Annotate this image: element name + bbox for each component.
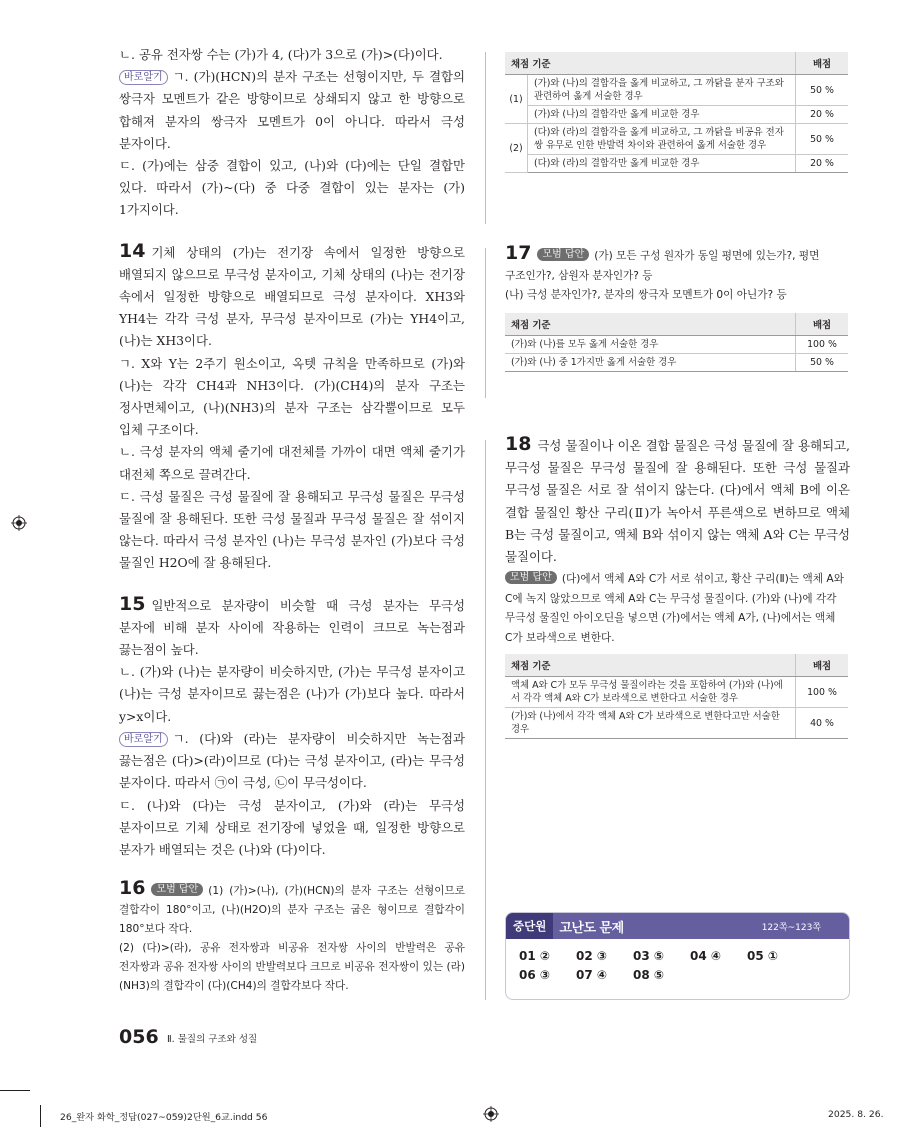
table-row: (가)와 (나) 중 1가지만 옳게 서술한 경우 50 % <box>505 354 848 372</box>
q14-line-a: ㄱ. X와 Y는 2주기 원소이고, 옥텟 규칙을 만족하므로 (가)와 (나)는 각각 CH4과 NH3이다. (가)(CH4)의 분자 구조는 정사면체이고, (나)(NH3)의 분자 구조는 삼각뿔이므로 모두 입체 구조이다. <box>119 355 465 438</box>
model-answer-label: 모범 답안 <box>151 883 203 896</box>
q14-intro: 14 기체 상태의 (가)는 전기장 속에서 일정한 방향으로 배열되지 않으므로 무극성 분자이고, 기체 상태의 (나)는 전기장 속에서 일정한 방향으로 배열되므로 극성 분자이다. XH3와 YH4는 각각 극성 분자, 무극성 분자이므로 (가)는 YH4이고, (나)는 XH3이다. <box>119 239 465 349</box>
table-row: (1) (가)와 (나)의 결합각을 옳게 비교하고, 그 까닭을 분자 구조와 관련하여 옳게 서술한 경우 50 % <box>505 75 848 106</box>
answer-item: 04 ④ <box>690 949 722 963</box>
answer-item: 06 ③ <box>519 968 551 982</box>
answer-key-tab: 중단원 <box>506 913 553 939</box>
q15-line-b: ㄴ. (가)와 (나)는 분자량이 비슷하지만, (가)는 무극성 분자이고 (나)는 극성 분자이므로 끓는점은 (나)가 (가)보다 높다. 따라서 y>x이다. <box>119 664 465 724</box>
answer-key-title: 고난도 문제 <box>559 920 624 936</box>
model-answer-label: 모범 답안 <box>505 571 557 584</box>
answer-key-pages: 122쪽~123쪽 <box>761 922 821 933</box>
column-divider <box>485 440 486 1000</box>
answer-item: 07 ④ <box>576 968 608 982</box>
q15-number: 15 <box>119 592 146 615</box>
criteria-header: 채점 기준 <box>505 52 796 75</box>
q14-line-b: ㄴ. 극성 분자의 액체 줄기에 대전체를 가까이 대면 액체 줄기가 대전체 쪽으로 끌려간다. <box>119 444 465 482</box>
print-file-info: 26_완자 화학_정답(027~059)2단원_6교.indd 56 <box>60 1112 268 1123</box>
crop-mark <box>0 1090 30 1091</box>
answer-item: 05 ① <box>747 949 779 963</box>
column-divider <box>485 248 486 398</box>
grading-table-18 <box>505 654 848 739</box>
table-row: (다)와 (라)의 결합각만 옳게 비교한 경우 20 % <box>505 155 848 173</box>
crop-mark <box>40 1105 41 1127</box>
answer-item: 01 ② <box>519 949 551 963</box>
model-answer-label: 모범 답안 <box>537 248 589 261</box>
q16-number: 16 <box>119 877 146 900</box>
print-date: 2025. 8. 26. <box>828 1109 884 1120</box>
registration-mark-icon <box>483 1106 499 1122</box>
criteria-header: 채점 기준 <box>505 654 796 677</box>
q13-line-a: 바로알기 ㄱ. (가)(HCN)의 분자 구조는 선형이지만, 두 결합의 쌍극자 모멘트가 같은 방향이므로 상쇄되지 않고 한 방향으로 합해져 분자의 쌍극자 모멘트가 0이 아니다. 따라서 극성 분자이다. <box>119 69 465 151</box>
q16-part2: (2) (다)>(라), 공유 전자쌍과 비공유 전자쌍 사이의 반발력은 공유 전자쌍과 공유 전자쌍 사이의 반발력보다 크므로 비공유 전자쌍이 있는 (라)(NH3)의 결합각이 (다)(CH4)의 결합각보다 작다. <box>119 942 465 993</box>
page-number: 056 <box>119 1026 159 1048</box>
answer-key-header <box>506 913 849 939</box>
table-row: (가)와 (나)의 결합각만 옳게 비교한 경우 20 % <box>505 106 848 124</box>
q15-intro: 15 일반적으로 분자량이 비슷할 때 극성 분자는 무극성 분자에 비해 분자 사이에 작용하는 인력이 크므로 녹는점과 끓는점이 높다. <box>119 592 465 658</box>
table-row: (가)와 (나)에서 각각 액체 A와 C가 보라색으로 변한다고만 서술한 경우 40 % <box>505 708 848 739</box>
q13-line-b: ㄴ. 공유 전자쌍 수는 (가)가 4, (다)가 3으로 (가)>(다)이다. <box>119 47 443 62</box>
q16-part1: 16 모범 답안 (1) (가)>(나), (가)(HCN)의 분자 구조는 선형이므로 결합각이 180°이고, (나)(H2O)의 분자 구조는 굽은 형이므로 결합각이 180°보다 작다. <box>119 877 465 936</box>
answer-key-box <box>505 912 850 1000</box>
score-header: 배점 <box>796 654 849 677</box>
q14-number: 14 <box>119 239 146 262</box>
table-row: (가)와 (나)를 모두 옳게 서술한 경우 100 % <box>505 336 848 354</box>
q17-block: 17 모범 답안 (가) 모든 구성 원자가 동일 평면에 있는가?, 평면 구조인가?, 삼원자 분자인가? 등 (나) 극성 분자인가?, 분자의 쌍극자 모멘트가 0이 아닌가? 등 <box>505 242 820 301</box>
column-divider <box>485 52 486 224</box>
q18-number: 18 <box>505 433 532 455</box>
grading-table-17 <box>505 313 848 372</box>
score-header: 배점 <box>796 313 849 336</box>
q15-line-a: 바로알기 ㄱ. (다)와 (라)는 분자량이 비슷하지만 녹는점과 끓는점은 (다)>(라)이므로 (다)는 극성 분자이고, (라)는 무극성 분자이다. 따라서 ㉠이 극성, ㉡이 무극성이다. <box>119 730 465 791</box>
q15-line-c: ㄷ. (나)와 (다)는 극성 분자이고, (가)와 (라)는 무극성 분자이므로 기체 상태로 전기장에 넣었을 때, 일정한 방향으로 분자가 배열되는 것은 (나)와 (다)이다. <box>119 797 465 857</box>
answer-item: 02 ③ <box>576 949 608 963</box>
score-header: 배점 <box>796 52 849 75</box>
answer-item: 03 ⑤ <box>633 949 665 963</box>
q17-number: 17 <box>505 242 532 264</box>
page-section: Ⅱ. 물질의 구조와 성질 <box>167 1034 258 1045</box>
q18-block: 18 극성 물질이나 이온 결합 물질은 극성 물질에 잘 용해되고, 무극성 물질은 무극성 물질에 잘 용해된다. 또한 극성 물질과 무극성 물질은 서로 잘 섞이지 않는다. (다)에서 액체 B에 이온 결합 물질인 황산 구리(Ⅱ)가 녹아서 푸른색으로 변하므로 액체 B는 극성 물질이고, 액체 B와 섞이지 않는 액체 A와 C는 무극성 물질이다. 모범 답안 (다)에서 액체 A와 C가 서로 섞이고, 황산 구리(Ⅱ)는 액체 A와 C에 녹지 않았으므로 액체 A와 C는 무극성 물질이다. (가)와 (나)에 각각 무극성 물질인 아이오딘을 넣으면 (가)에서는 액체 A가, (나)에서는 액체 C가 보라색으로 변한다. <box>505 433 850 644</box>
registration-mark-icon <box>11 515 27 531</box>
table-row: (2) (다)와 (라)의 결합각을 옳게 비교하고, 그 까닭을 비공유 전자쌍 유무로 인한 반발력 차이와 관련하여 옳게 서술한 경우 50 % <box>505 124 848 155</box>
answer-item: 08 ⑤ <box>633 968 665 982</box>
criteria-header: 채점 기준 <box>505 313 796 336</box>
left-column <box>119 44 465 996</box>
q13-line-c: ㄷ. (가)에는 삼중 결합이 있고, (나)와 (다)에는 단일 결합만 있다. 따라서 (가)~(다) 중 다중 결합이 있는 분자는 (가) 1가지이다. <box>119 158 465 218</box>
q14-line-c: ㄷ. 극성 물질은 극성 물질에 잘 용해되고 무극성 물질은 무극성 물질에 잘 용해된다. 또한 극성 물질과 무극성 물질은 잘 섞이지 않는다. 따라서 극성 분자인 (나)는 무극성 분자인 (가)보다 극성 물질인 H2O에 잘 용해된다. <box>119 488 465 571</box>
correct-label: 바로알기 <box>119 70 168 85</box>
grading-table-16 <box>505 52 848 173</box>
answer-key-grid <box>506 939 849 985</box>
correct-label: 바로알기 <box>119 732 168 747</box>
table-row: 액체 A와 C가 모두 무극성 물질이라는 것을 포함하여 (가)와 (나)에서 각각 액체 A와 C가 보라색으로 변한다고 서술한 경우 100 % <box>505 677 848 708</box>
